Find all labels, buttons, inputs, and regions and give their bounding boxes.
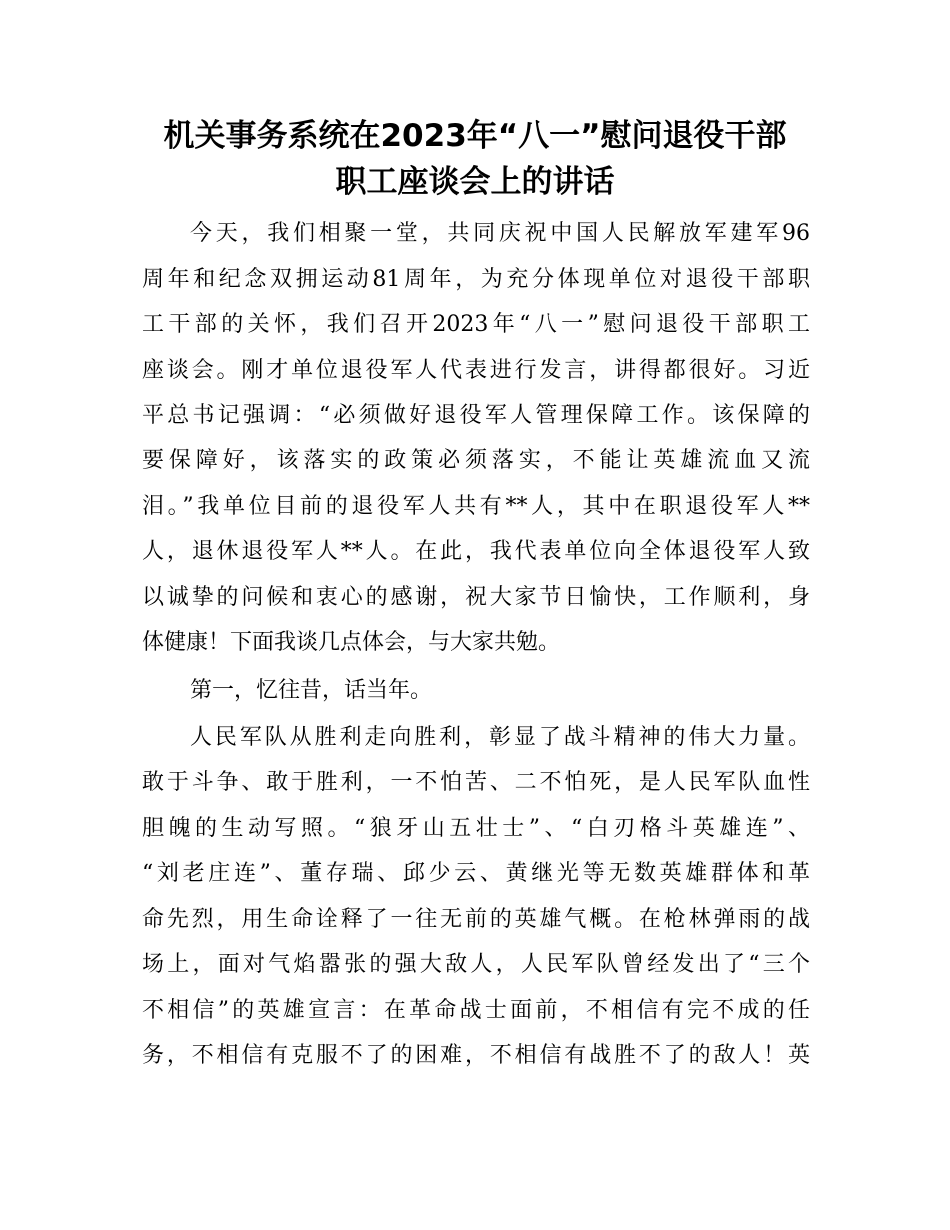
paragraph-line: 工干部的关怀，我们召开2023年“八一”慰问退役干部职工 xyxy=(142,312,810,337)
paragraph-line: 务，不相信有克服不了的困难，不相信有战胜不了的敌人！英 xyxy=(142,1043,810,1068)
paragraph-line: 场上，面对气焰嚣张的强大敌人，人民军队曾经发出了“三个 xyxy=(142,952,810,977)
paragraph-line: 座谈会。刚才单位退役军人代表进行发言，讲得都很好。习近 xyxy=(142,358,810,383)
paragraph-line: 平总书记强调：“必须做好退役军人管理保障工作。该保障的 xyxy=(142,403,810,428)
paragraph-line: 泪。”我单位目前的退役军人共有**人，其中在职退役军人** xyxy=(142,494,810,519)
paragraph-line: 胆魄的生动写照。“狼牙山五壮士”、“白刃格斗英雄连”、 xyxy=(142,816,810,841)
paragraph-line: 周年和纪念双拥运动81周年，为充分体现单位对退役干部职 xyxy=(142,267,810,292)
paragraph-line: 以诚挚的问候和衷心的感谢，祝大家节日愉快，工作顺利，身 xyxy=(142,585,810,610)
document-title-line-1: 机关事务系统在2023年“八一”慰问退役干部 xyxy=(163,118,787,154)
paragraph-line: 体健康！下面我谈几点体会，与大家共勉。 xyxy=(142,630,561,655)
section-heading: 第一，忆往昔，话当年。 xyxy=(190,678,433,703)
document-title-line-2: 职工座谈会上的讲话 xyxy=(335,164,615,200)
paragraph-line: 要保障好，该落实的政策必须落实，不能让英雄流血又流 xyxy=(142,448,810,473)
paragraph-line: 敢于斗争、敢于胜利，一不怕苦、二不怕死，是人民军队血性 xyxy=(142,770,810,795)
paragraph-line: 不相信”的英雄宣言：在革命战士面前，不相信有完不成的任 xyxy=(142,998,810,1023)
paragraph-line: 命先烈，用生命诠释了一往无前的英雄气概。在枪林弹雨的战 xyxy=(142,907,810,932)
paragraph-line: 今天，我们相聚一堂，共同庆祝中国人民解放军建军96 xyxy=(190,221,810,246)
paragraph-line: 人，退休退役军人**人。在此，我代表单位向全体退役军人致 xyxy=(142,539,810,564)
paragraph-line: 人民军队从胜利走向胜利，彰显了战斗精神的伟大力量。 xyxy=(190,725,810,750)
paragraph-line: “刘老庄连”、董存瑞、邱少云、黄继光等无数英雄群体和革 xyxy=(142,861,810,886)
